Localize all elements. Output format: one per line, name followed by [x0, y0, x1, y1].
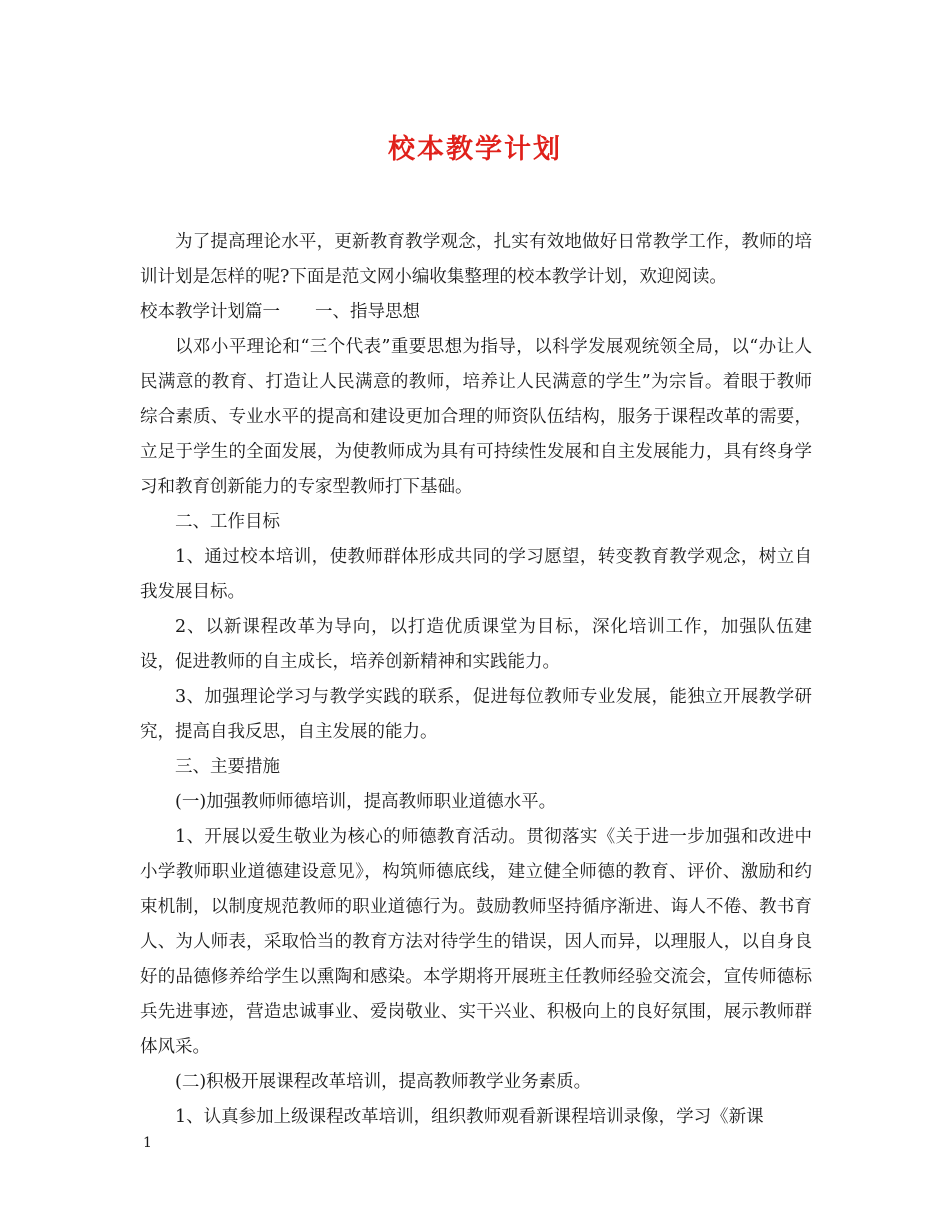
document-body	[140, 225, 812, 1135]
subsection-heading: (一)加强教师师德培训，提高教师职业道德水平。	[175, 792, 557, 812]
subsection-heading: (二)积极开展课程改革培训，提高教师教学业务素质。	[175, 1072, 592, 1092]
guiding-thought-paragraph: 以邓小平理论和“三个代表”重要思想为指导，以科学发展观统领全局，以“办让人民满意的教育、打造让人民满意的教师，培养让人民满意的学生”为宗旨。着眼于教师综合素质、专业水平的提高和建设更加合理的师资队伍结构，服务于课程改革的需要，立足于学生的全面发展，为使教师成为具有可持续性发展和自主发展能力，具有终身学习和教育创新能力的专家型教师打下基础。	[140, 337, 812, 497]
goal-item-2: 2、以新课程改革为导向，以打造优质课堂为目标，深化培训工作，加强队伍建设，促进教师的自主成长，培养创新精神和实践能力。	[140, 617, 812, 672]
goal-item-1: 1、通过校本培训，使教师群体形成共同的学习愿望，转变教育教学观念，树立自我发展目标。	[140, 547, 812, 602]
section-heading: 三、主要措施	[175, 757, 280, 777]
intro-paragraph: 为了提高理论水平，更新教育教学观念，扎实有效地做好日常教学工作，教师的培训计划是怎样的呢?下面是范文网小编收集整理的校本教学计划，欢迎阅读。	[140, 232, 812, 287]
section-heading: 二、工作目标	[175, 512, 280, 532]
goal-item-3: 3、加强理论学习与教学实践的联系，促进每位教师专业发展，能独立开展教学研究，提高自我反思，自主发展的能力。	[140, 687, 812, 742]
measure-item-1: 1、开展以爱生敬业为核心的师德教育活动。贯彻落实《关于进一步加强和改进中小学教师职业道德建设意见》，构筑师德底线，建立健全师德的教育、评价、激励和约束机制，以制度规范教师的职业道德行为。鼓励教师坚持循序渐进、诲人不倦、教书育人、为人师表，采取恰当的教育方法对待学生的错误，因人而异，以理服人，以自身良好的品德修养给学生以熏陶和感染。本学期将开展班主任教师经验交流会，宣传师德标兵先进事迹，营造忠诚事业、爱岗敬业、实干兴业、积极向上的良好氛围，展示教师群体风采。	[140, 827, 812, 1057]
document-title: 校本教学计划	[388, 134, 562, 165]
measure-item-2: 1、认真参加上级课程改革培训，组织教师观看新课程培训录像，学习《新课	[175, 1107, 764, 1127]
page-number: 1	[143, 1135, 152, 1151]
section-heading-line: 校本教学计划篇一 一、指导思想	[140, 302, 420, 322]
